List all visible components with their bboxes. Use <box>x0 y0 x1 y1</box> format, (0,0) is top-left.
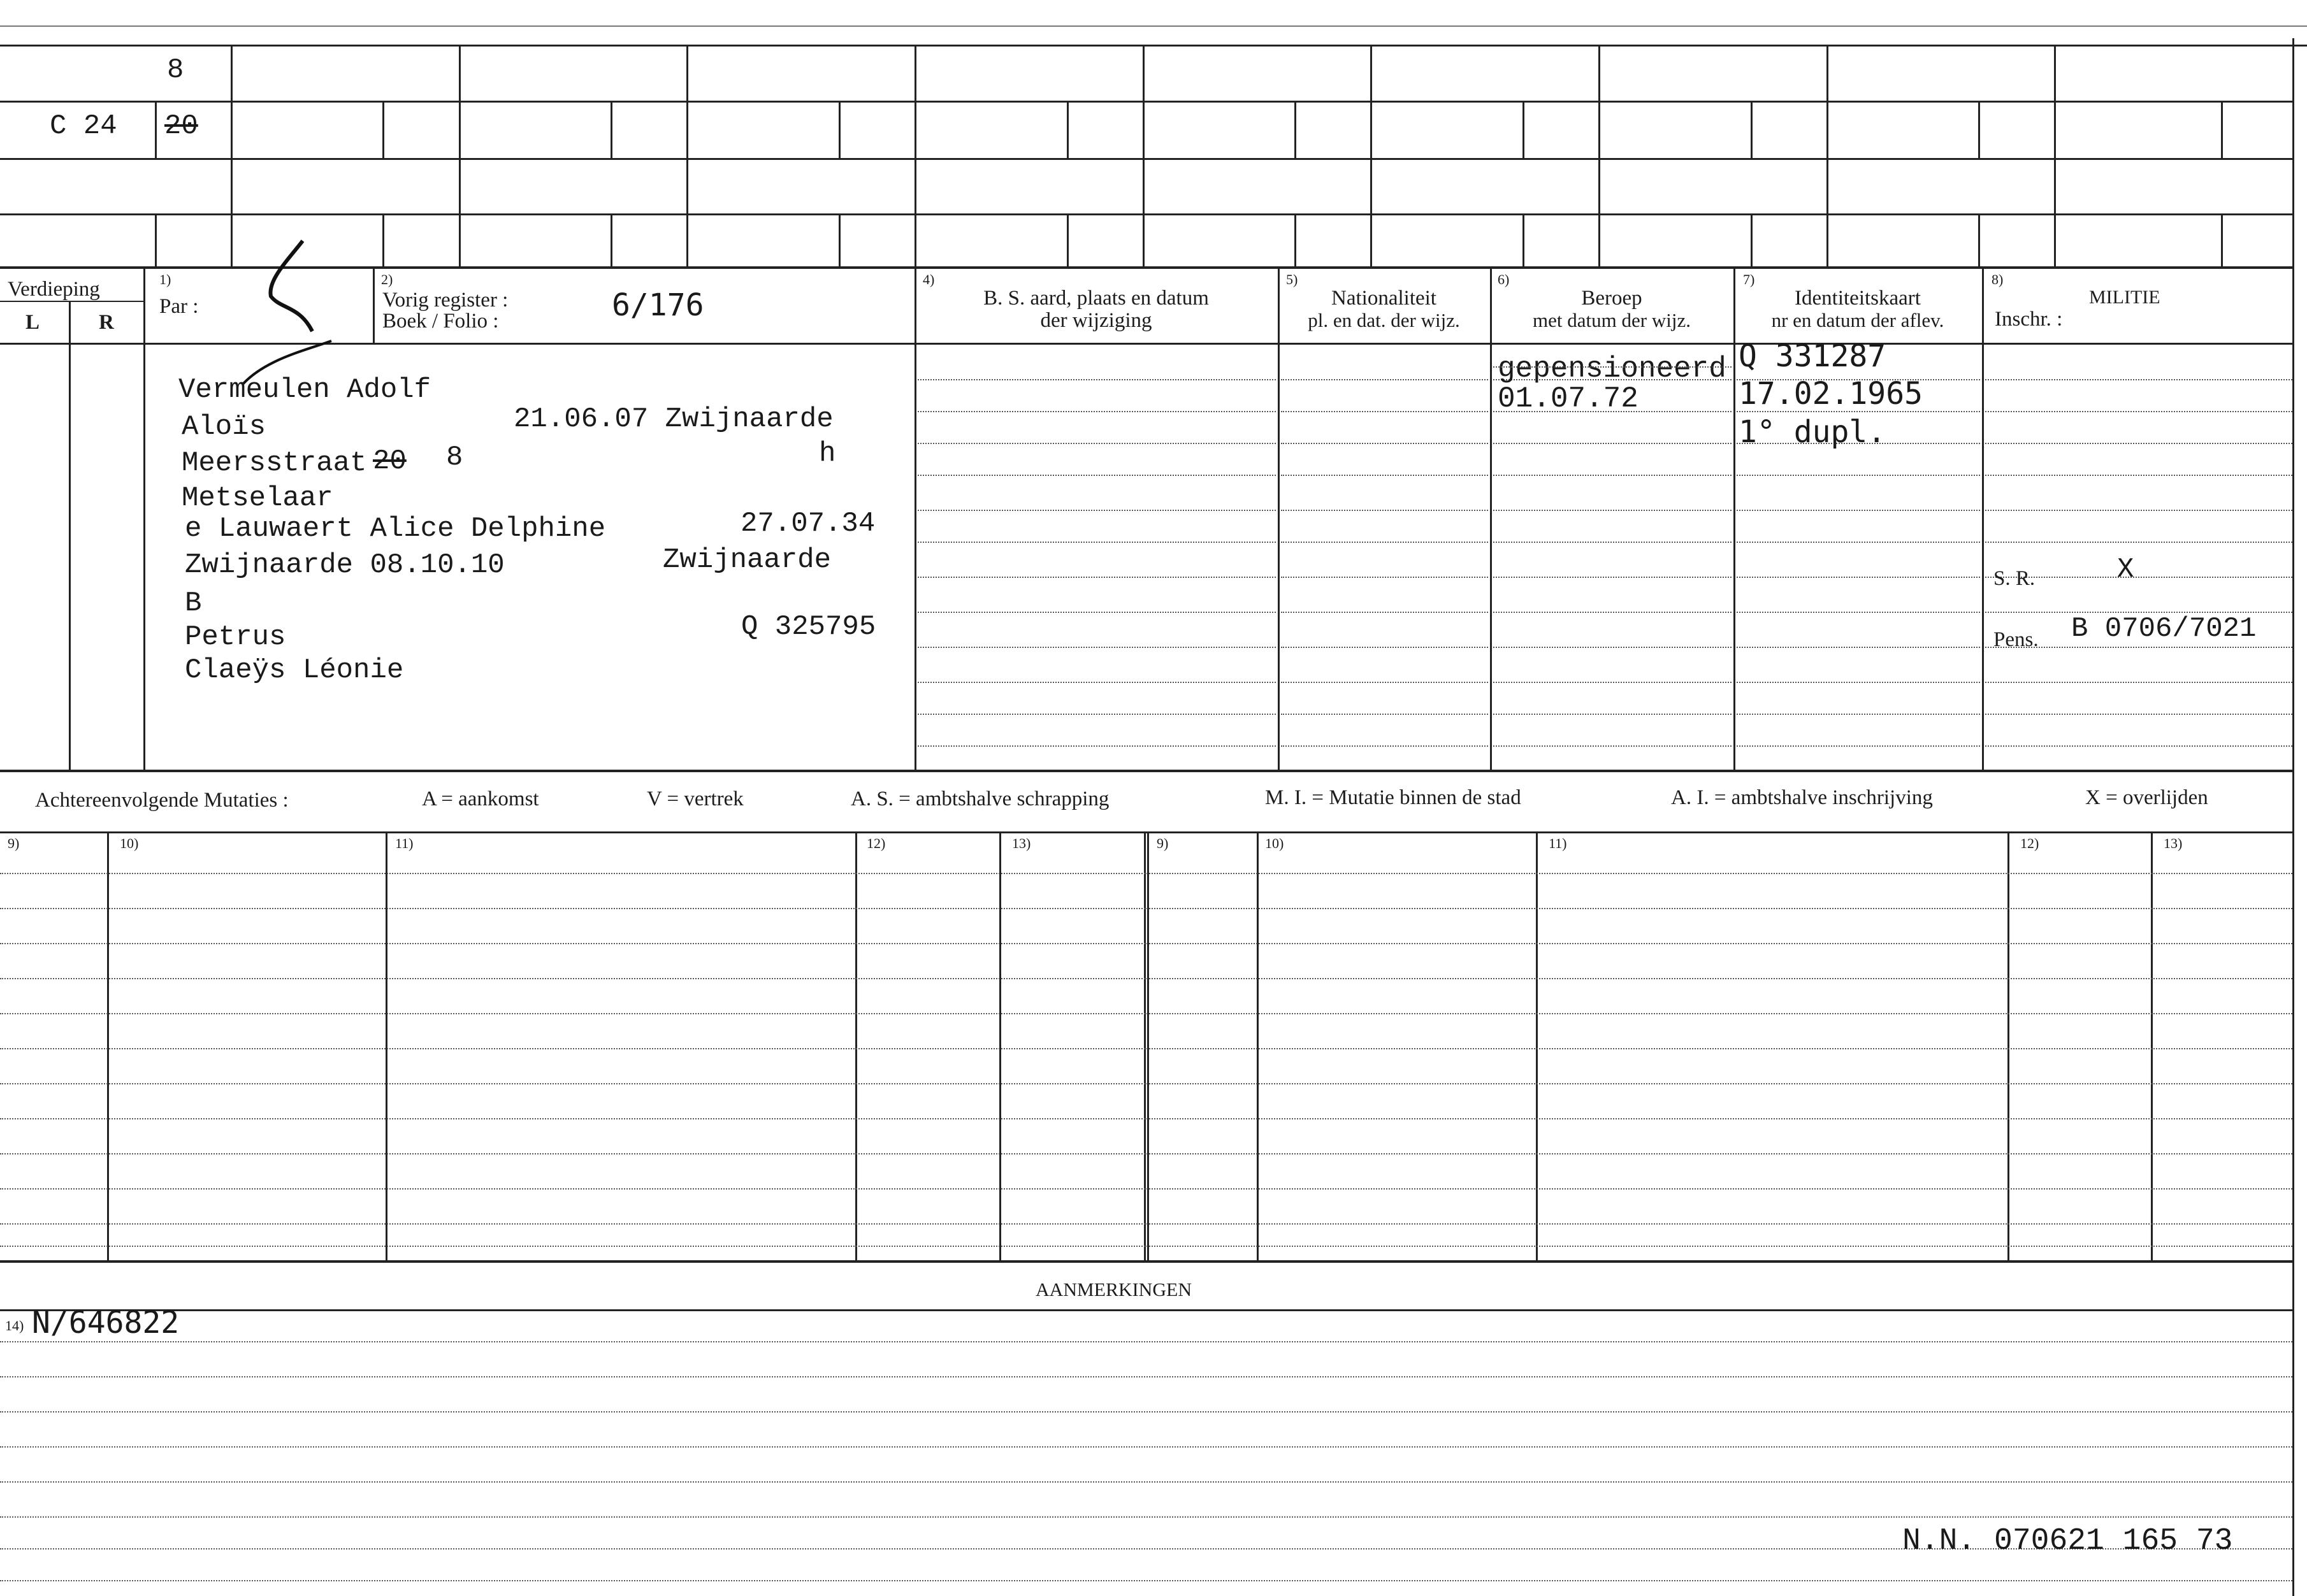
col2-number: 2) <box>381 271 393 287</box>
beroep-sub: met datum der wijz. <box>1533 309 1691 331</box>
mut-col13-left: 13) <box>1012 835 1031 851</box>
person-profession: Metselaar <box>182 482 333 514</box>
beroep-header: Beroep <box>1581 287 1642 310</box>
aanmerkingen-title: AANMERKINGEN <box>1036 1279 1192 1300</box>
person-name: Vermeulen Adolf <box>178 374 431 406</box>
col5-number: 5) <box>1286 271 1298 287</box>
beroep-underline <box>1493 366 1732 368</box>
pens-label: Pens. <box>1993 628 2039 651</box>
nationaliteit-sub: pl. en dat. der wijz. <box>1308 309 1460 331</box>
legend-schrapping: A. S. = ambtshalve schrapping <box>851 787 1110 810</box>
legend-overlijden: X = overlijden <box>2085 786 2208 809</box>
sr-label: S. R. <box>1993 567 2036 590</box>
nationaliteit-header: Nationaliteit <box>1331 287 1436 310</box>
bs-header-line1: B. S. aard, plaats en datum <box>983 287 1209 310</box>
person-b-mark: B <box>185 587 202 619</box>
id-card-date: 17.02.1965 <box>1739 376 1923 412</box>
spouse-birth: Zwijnaarde 08.10.10 <box>185 549 505 581</box>
mother-name: Claeÿs Léonie <box>185 654 404 686</box>
identiteitskaart-header: Identiteitskaart <box>1795 287 1921 310</box>
inschr-label: Inschr. : <box>1995 308 2063 331</box>
col1-number: 1) <box>159 271 171 287</box>
spouse-name: e Lauwaert Alice Delphine <box>185 513 606 545</box>
top-rule-thin <box>0 25 2307 27</box>
person-street: Meersstraat <box>182 447 367 479</box>
pens-value: B 0706/7021 <box>2071 613 2257 645</box>
aanmerkingen-value: N/646822 <box>32 1305 180 1341</box>
legend-inschrijving: A. I. = ambtshalve inschrijving <box>1671 786 1933 809</box>
mut-col9-left: 9) <box>8 835 20 851</box>
floor-left-label: L <box>25 311 40 334</box>
col8-number: 8) <box>1992 271 2004 287</box>
boek-folio-value: 6/176 <box>612 287 704 323</box>
mut-col11-right: 11) <box>1549 835 1567 851</box>
mut-col9-right: 9) <box>1157 835 1169 851</box>
mut-col11-left: 11) <box>395 835 414 851</box>
person-first-name: Aloïs <box>182 411 266 443</box>
spouse-birth-place: Zwijnaarde <box>663 544 832 576</box>
person-h-mark: h <box>819 438 836 470</box>
legend-aankomst: A = aankomst <box>422 787 539 810</box>
militie-header: MILITIE <box>2089 287 2160 308</box>
legend-vertrek: V = vertrek <box>647 787 744 810</box>
beroep-value: gepensioneerd <box>1498 352 1726 385</box>
top-cell-code: C 24 <box>50 110 117 142</box>
mut-col10-right: 10) <box>1265 835 1284 851</box>
person-old-house-number: 20 <box>373 445 407 477</box>
col6-number: 6) <box>1498 271 1510 287</box>
right-border <box>2292 38 2294 1596</box>
mutaties-title: Achtereenvolgende Mutaties : <box>35 789 289 812</box>
identiteitskaart-sub: nr en datum der aflev. <box>1771 309 1944 331</box>
beroep-date: 01.07.72 <box>1498 382 1638 415</box>
top-cell-old-number: 20 <box>164 110 198 142</box>
boek-folio-label: Boek / Folio : <box>382 310 499 333</box>
floor-right-label: R <box>99 311 114 334</box>
verdieping-label: Verdieping <box>8 278 100 301</box>
col4-number: 4) <box>923 271 935 287</box>
col7-number: 7) <box>1743 271 1755 287</box>
aanmerkingen-rule <box>0 1309 2292 1311</box>
nn-number: N.N. 070621 165 73 <box>1902 1524 2233 1558</box>
spouse-marriage-date: 27.07.34 <box>741 508 876 540</box>
bs-header-line2: der wijziging <box>1040 309 1152 332</box>
vorig-register-label: Vorig register : <box>382 289 509 312</box>
person-q-number: Q 325795 <box>741 611 876 643</box>
top-rule <box>0 45 2307 47</box>
person-house-number: 8 <box>446 442 463 473</box>
aanmerkingen-number: 14) <box>5 1318 24 1334</box>
person-birth: 21.06.07 Zwijnaarde <box>514 403 834 435</box>
mut-col13-right: 13) <box>2164 835 2183 851</box>
mut-col10-left: 10) <box>120 835 139 851</box>
mut-col12-right: 12) <box>2020 835 2039 851</box>
id-card-duplicate: 1° dupl. <box>1739 414 1886 450</box>
top-cell-number: 8 <box>167 54 184 86</box>
mut-col12-left: 12) <box>867 835 886 851</box>
sr-value: X <box>2117 554 2134 586</box>
id-card-number: Q 331287 <box>1739 338 1886 374</box>
father-name: Petrus <box>185 621 286 653</box>
legend-mutatie: M. I. = Mutatie binnen de stad <box>1265 786 1521 809</box>
par-label: Par : <box>159 295 199 318</box>
